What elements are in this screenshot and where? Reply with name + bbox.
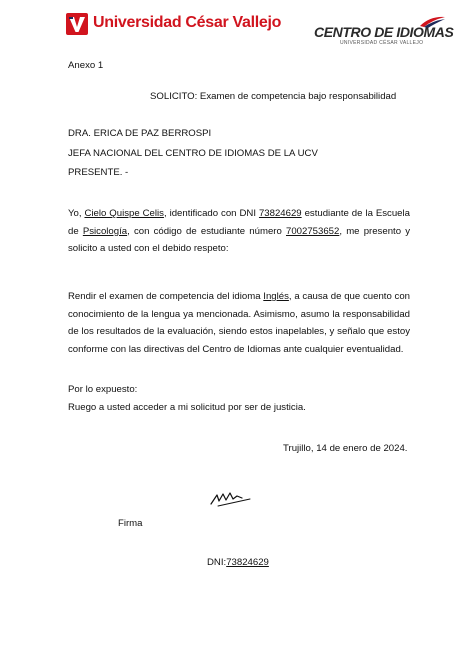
centro-logo-text: CENTRO DE IDIOMAS xyxy=(314,24,454,40)
date-line: Trujillo, 14 de enero de 2024. xyxy=(283,443,408,454)
dni-label: DNI: xyxy=(207,557,227,568)
ucv-shield-icon xyxy=(66,13,88,35)
student-dni: 73824629 xyxy=(258,208,302,219)
p1-text-a: Yo, xyxy=(68,208,85,219)
exam-language: Inglés xyxy=(263,291,289,302)
student-name: Cielo Quispe Celis xyxy=(84,208,164,219)
closing-line-1: Por lo expuesto: xyxy=(68,384,138,395)
p1-text-b: , identificado con DNI xyxy=(163,208,259,219)
student-code: 7002753652 xyxy=(286,225,340,237)
paragraph-exam xyxy=(68,288,410,358)
closing-line-2: Ruego a usted acceder a mi solicitud por ser de justicia. xyxy=(68,402,306,413)
recipient-name: DRA. ERICA DE PAZ BERROSPI xyxy=(68,128,212,139)
school-name: Psicología xyxy=(82,225,128,237)
dni-line xyxy=(207,556,269,570)
recipient-title: JEFA NACIONAL DEL CENTRO DE IDIOMAS DE LA UCV xyxy=(68,148,318,159)
paragraph-request xyxy=(68,205,410,258)
p1-text-d: , con código de estudiante número xyxy=(127,225,286,237)
centro-logo-subtext: UNIVERSIDAD CÉSAR VALLEJO xyxy=(340,40,424,46)
ucv-logo xyxy=(66,13,282,39)
subject-line: SOLICITO: Examen de competencia bajo responsabilidad xyxy=(150,91,397,102)
p2-text-a: Rendir el examen de competencia del idioma xyxy=(68,291,264,302)
dni-value: 73824629 xyxy=(226,557,269,568)
p1-text-e: , me presento y solicito a usted con el debido respeto: xyxy=(68,225,410,254)
p2-text-b: , a causa de que cuento con conocimiento de la lengua ya mencionada. Asimismo, asumo la responsabilidad de los resultados de la evaluación, siendo estos inapelables, y señalo que estoy conforme con las directivas del Centro de Idiomas ante cualquier eventualidad. xyxy=(68,291,410,355)
signature-image xyxy=(208,487,254,511)
centro-idiomas-logo xyxy=(304,14,454,50)
presente-line: PRESENTE. - xyxy=(68,167,129,178)
p1-text-c: estudiante de la Escuela de xyxy=(68,208,410,237)
annex-label: Anexo 1 xyxy=(68,60,104,71)
ucv-logo-text: Universidad César Vallejo xyxy=(93,14,282,31)
signature-label: Firma xyxy=(118,518,143,529)
